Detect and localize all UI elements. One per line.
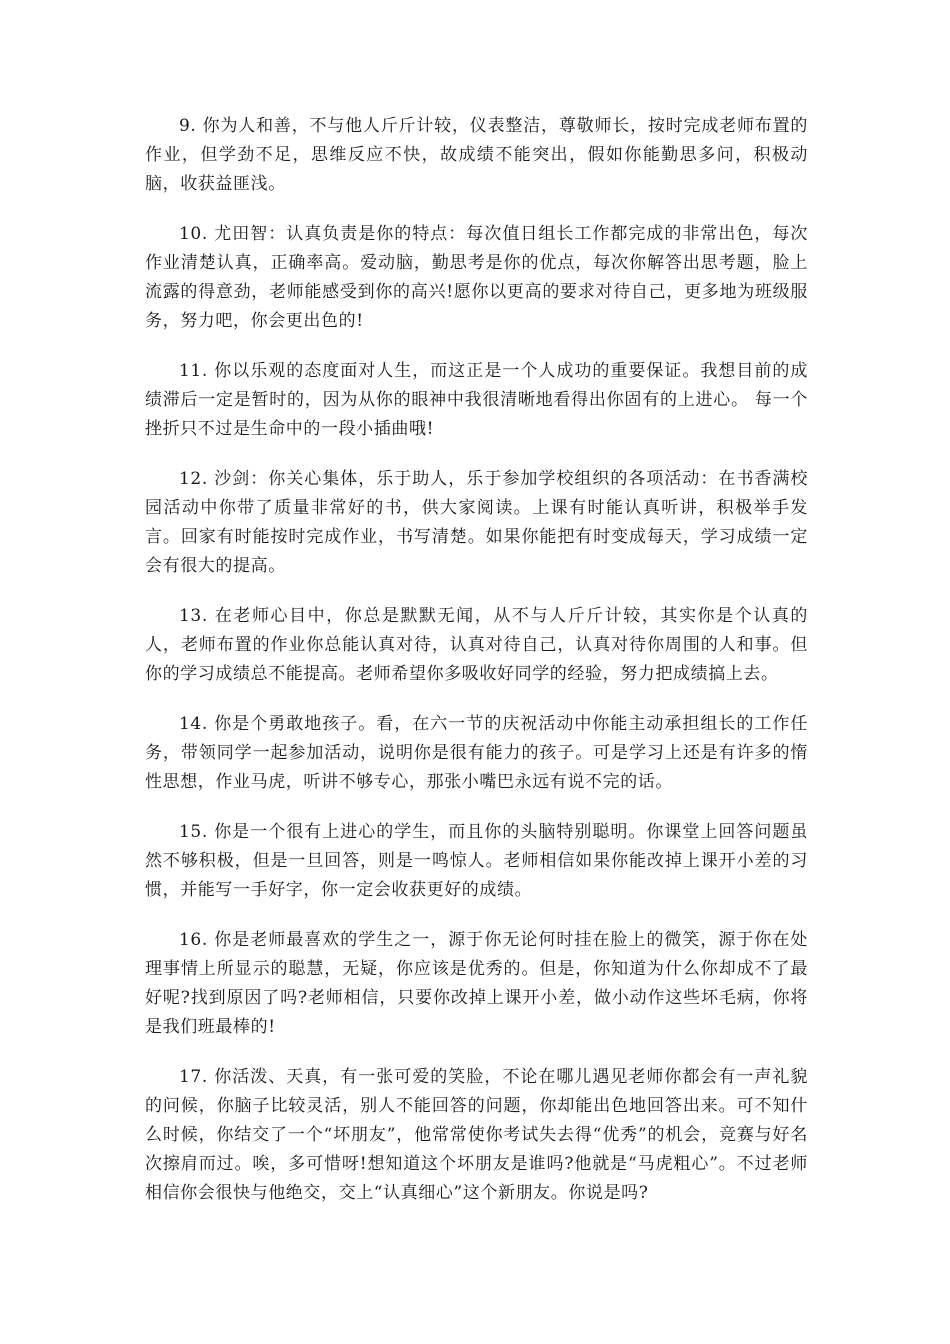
comment-paragraph-14: 14. 你是个勇敢地孩子。看，在六一节的庆祝活动中你能主动承担组长的工作任务，带领同学一起参加活动，说明你是很有能力的孩子。可是学习上还是有许多的惰性思想，作业马虎，听讲不够专心，那张小嘴巴永远有说不完的话。 [145, 714, 808, 792]
comment-paragraph-13: 13. 在老师心目中，你总是默默无闻，从不与人斤斤计较，其实你是个认真的人，老师布置的作业你总能认真对待，认真对待自己，认真对待你周围的人和事。但你的学习成绩总不能提高。老师希望你多吸收好同学的经验，努力把成绩搞上去。 [145, 606, 808, 684]
comment-paragraph-16: 16. 你是老师最喜欢的学生之一，源于你无论何时挂在脸上的微笑，源于你在处理事情上所显示的聪慧，无疑，你应该是优秀的。但是，你知道为什么你却成不了最好呢?找到原因了吗?老师相信，只要你改掉上课开小差，做小动作这些坏毛病，你将是我们班最棒的! [145, 930, 808, 1037]
comment-paragraph-12: 12. 沙剑：你关心集体，乐于助人，乐于参加学校组织的各项活动：在书香满校园活动中你带了质量非常好的书，供大家阅读。上课有时能认真听讲，积极举手发言。回家有时能按时完成作业，书写清楚。如果你能把有时变成每天，学习成绩一定会有很大的提高。 [145, 469, 808, 576]
comment-paragraph-11: 11. 你以乐观的态度面对人生，而这正是一个人成功的重要保证。我想目前的成绩滞后一定是暂时的，因为从你的眼神中我很清晰地看得出你固有的上进心。 每一个挫折只不过是生命中的一段小插曲哦! [145, 361, 808, 439]
comment-paragraph-9: 9. 你为人和善，不与他人斤斤计较，仪表整洁，尊敬师长，按时完成老师布置的作业，但学劲不足，思维反应不快，故成绩不能突出，假如你能勤思多问，积极动脑，收获益匪浅。 [145, 116, 808, 194]
comment-paragraph-17: 17. 你活泼、天真，有一张可爱的笑脸，不论在哪儿遇见老师你都会有一声礼貌的问候，你脑子比较灵活，别人不能回答的问题，你却能出色地回答出来。可不知什么时候，你结交了一个“坏朋友”，他常常使你考试失去得“优秀”的机会，竞赛与好名次擦肩而过。唉，多可惜呀!想知道这个坏朋友是谁吗?他就是“马虎粗心”。不过老师相信你会很快与他绝交，交上“认真细心”这个新朋友。你说是吗? [145, 1067, 808, 1203]
comment-paragraph-15: 15. 你是一个很有上进心的学生，而且你的头脑特别聪明。你课堂上回答问题虽然不够积极，但是一旦回答，则是一鸣惊人。老师相信如果你能改掉上课开小差的习惯，并能写一手好字，你一定会收获更好的成绩。 [145, 822, 808, 900]
comment-paragraph-10: 10. 尤田智：认真负责是你的特点：每次值日组长工作都完成的非常出色，每次作业清楚认真，正确率高。爱动脑，勤思考是你的优点，每次你解答出思考题，脸上流露的得意劲，老师能感受到你的高兴!愿你以更高的要求对待自己，更多地为班级服务，努力吧，你会更出色的! [145, 224, 808, 331]
document-page [145, 112, 808, 1229]
